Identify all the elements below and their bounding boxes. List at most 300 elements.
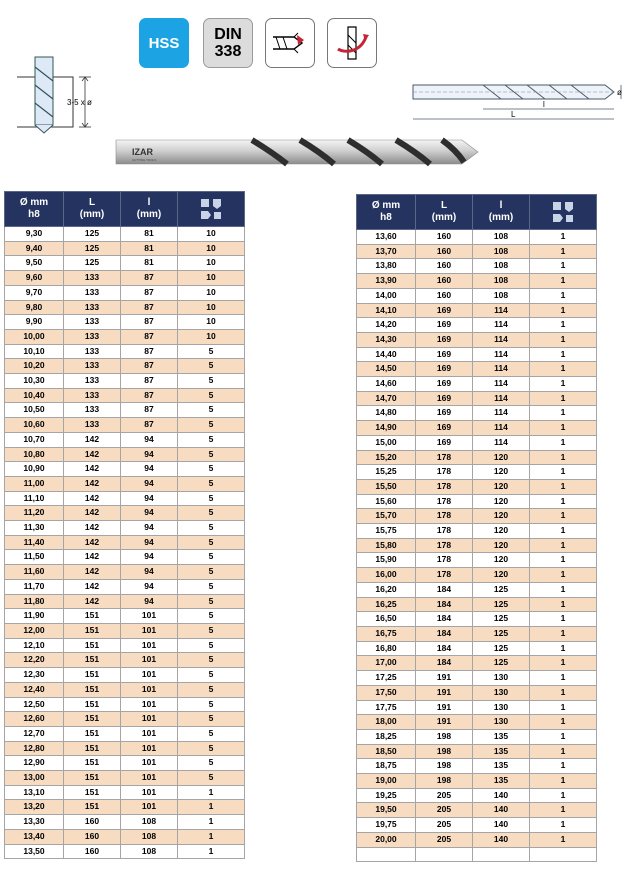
cell-total-length: 191	[416, 715, 473, 730]
cell-diameter: 14,80	[357, 406, 416, 421]
cell-flute-length: 108	[121, 815, 178, 830]
cell-pack-quantity: 1	[530, 538, 597, 553]
cell-pack-quantity: 1	[530, 715, 597, 730]
cell-pack-quantity: 5	[178, 462, 245, 477]
size-table-left	[4, 191, 245, 859]
cell-total-length: 142	[64, 550, 121, 565]
table-row	[357, 230, 597, 245]
cell-pack-quantity: 1	[178, 785, 245, 800]
table-row	[357, 435, 597, 450]
cell-total-length: 178	[416, 524, 473, 539]
cell-total-length: 160	[64, 815, 121, 830]
table-row	[5, 256, 245, 271]
cell-diameter: 18,00	[357, 715, 416, 730]
table-row	[357, 641, 597, 656]
cell-total-length	[416, 847, 473, 862]
table-row	[357, 803, 597, 818]
cell-total-length: 133	[64, 344, 121, 359]
cell-pack-quantity: 1	[178, 844, 245, 859]
cell-diameter: 12,90	[5, 756, 64, 771]
cell-diameter: 11,20	[5, 506, 64, 521]
cell-diameter: 15,25	[357, 465, 416, 480]
table-row	[5, 800, 245, 815]
cell-diameter: 12,40	[5, 682, 64, 697]
cell-pack-quantity: 1	[530, 303, 597, 318]
cell-flute-length: 108	[473, 230, 530, 245]
cell-flute-length: 94	[121, 521, 178, 536]
cell-diameter: 13,30	[5, 815, 64, 830]
table-row	[5, 712, 245, 727]
cell-total-length: 205	[416, 788, 473, 803]
table-row	[5, 227, 245, 242]
cell-total-length: 160	[64, 844, 121, 859]
table-row	[5, 756, 245, 771]
cell-pack-quantity: 1	[530, 274, 597, 289]
cell-flute-length: 94	[121, 491, 178, 506]
cell-total-length: 133	[64, 329, 121, 344]
cell-flute-length: 108	[473, 244, 530, 259]
table-row	[357, 597, 597, 612]
cell-flute-length: 114	[473, 332, 530, 347]
cell-flute-length: 101	[121, 741, 178, 756]
cell-flute-length: 135	[473, 744, 530, 759]
cell-flute-length: 101	[121, 682, 178, 697]
cell-total-length: 178	[416, 450, 473, 465]
cell-pack-quantity: 5	[178, 491, 245, 506]
table-row	[5, 285, 245, 300]
cell-flute-length: 114	[473, 406, 530, 421]
table-row	[357, 450, 597, 465]
cell-pack-quantity: 1	[530, 818, 597, 833]
table-row	[5, 374, 245, 389]
cell-diameter: 16,25	[357, 597, 416, 612]
cell-diameter: 16,20	[357, 582, 416, 597]
cell-flute-length: 125	[473, 582, 530, 597]
cell-diameter: 12,00	[5, 623, 64, 638]
table-row	[5, 300, 245, 315]
cell-flute-length: 120	[473, 479, 530, 494]
cell-total-length: 178	[416, 538, 473, 553]
cell-pack-quantity: 5	[178, 668, 245, 683]
cell-flute-length: 108	[473, 259, 530, 274]
table-row	[5, 506, 245, 521]
cell-diameter: 10,40	[5, 388, 64, 403]
table-row	[357, 332, 597, 347]
cell-flute-length: 125	[473, 641, 530, 656]
table-row	[357, 715, 597, 730]
cell-total-length: 151	[64, 668, 121, 683]
cell-pack-quantity: 1	[530, 479, 597, 494]
cell-diameter: 12,80	[5, 741, 64, 756]
header-total-length-line1: L	[440, 200, 448, 211]
cell-pack-quantity: 1	[530, 671, 597, 686]
header-total-length-line1: L	[88, 197, 96, 208]
cell-total-length: 142	[64, 521, 121, 536]
table-row	[357, 465, 597, 480]
cell-total-length: 142	[64, 506, 121, 521]
cell-diameter: 19,50	[357, 803, 416, 818]
table-row	[357, 729, 597, 744]
depth-label: 3-5 x ø	[67, 98, 92, 107]
table-row	[5, 403, 245, 418]
cell-pack-quantity: 5	[178, 344, 245, 359]
cell-pack-quantity: 1	[178, 815, 245, 830]
cell-pack-quantity: 5	[178, 535, 245, 550]
table-row	[5, 418, 245, 433]
cell-flute-length: 108	[473, 274, 530, 289]
cell-flute-length: 114	[473, 303, 530, 318]
cell-pack-quantity: 5	[178, 565, 245, 580]
hss-badge: HSS	[139, 18, 189, 68]
cell-pack-quantity: 10	[178, 271, 245, 286]
table-row	[357, 244, 597, 259]
cell-pack-quantity: 5	[178, 653, 245, 668]
cell-flute-length: 108	[121, 844, 178, 859]
table-row	[357, 568, 597, 583]
cell-flute-length: 130	[473, 685, 530, 700]
table-row	[357, 524, 597, 539]
cell-flute-length: 87	[121, 374, 178, 389]
din-label: DIN	[214, 26, 242, 43]
cell-flute-length: 81	[121, 227, 178, 242]
cell-diameter: 12,60	[5, 712, 64, 727]
cell-flute-length: 114	[473, 347, 530, 362]
cell-total-length: 184	[416, 582, 473, 597]
cell-pack-quantity: 1	[530, 568, 597, 583]
cell-total-length: 133	[64, 285, 121, 300]
cell-flute-length: 94	[121, 432, 178, 447]
cell-pack-quantity: 1	[530, 347, 597, 362]
cell-flute-length: 101	[121, 697, 178, 712]
cell-diameter: 12,70	[5, 726, 64, 741]
cell-total-length: 198	[416, 774, 473, 789]
cell-total-length: 133	[64, 271, 121, 286]
cell-diameter: 19,00	[357, 774, 416, 789]
table-row	[357, 685, 597, 700]
cell-pack-quantity: 5	[178, 638, 245, 653]
cell-flute-length: 140	[473, 788, 530, 803]
cell-diameter: 16,80	[357, 641, 416, 656]
cell-diameter: 10,80	[5, 447, 64, 462]
table-row	[5, 315, 245, 330]
diameter-label: ø	[617, 88, 622, 97]
cell-diameter: 11,80	[5, 594, 64, 609]
cell-pack-quantity: 5	[178, 579, 245, 594]
cell-flute-length: 114	[473, 377, 530, 392]
cell-flute-length: 101	[121, 800, 178, 815]
cell-diameter: 9,30	[5, 227, 64, 242]
table-row	[5, 550, 245, 565]
table-row	[357, 494, 597, 509]
table-row	[357, 832, 597, 847]
cell-flute-length: 101	[121, 771, 178, 786]
cell-flute-length: 87	[121, 359, 178, 374]
cell-pack-quantity: 10	[178, 285, 245, 300]
header-total-length	[64, 192, 121, 227]
cell-pack-quantity: 5	[178, 697, 245, 712]
cell-total-length: 142	[64, 491, 121, 506]
cell-pack-quantity: 1	[530, 641, 597, 656]
cell-pack-quantity: 1	[178, 829, 245, 844]
table-row	[5, 638, 245, 653]
cell-flute-length: 108	[121, 829, 178, 844]
cell-diameter: 15,60	[357, 494, 416, 509]
din-338-badge	[203, 18, 253, 68]
cell-pack-quantity: 1	[530, 230, 597, 245]
table-row	[357, 582, 597, 597]
brand-label: IZAR	[132, 147, 153, 157]
table-row	[5, 609, 245, 624]
cell-pack-quantity: 10	[178, 300, 245, 315]
cell-total-length: 125	[64, 227, 121, 242]
table-row	[5, 623, 245, 638]
cell-total-length: 151	[64, 756, 121, 771]
cell-flute-length: 120	[473, 494, 530, 509]
cell-total-length: 184	[416, 656, 473, 671]
cell-total-length: 205	[416, 832, 473, 847]
table-row	[5, 344, 245, 359]
header-flute-length	[473, 195, 530, 230]
table-row	[357, 509, 597, 524]
cell-total-length: 125	[64, 241, 121, 256]
table-row	[5, 521, 245, 536]
cell-flute-length: 101	[121, 653, 178, 668]
cell-total-length: 160	[416, 259, 473, 274]
header-flute-length-line1: l	[147, 197, 151, 208]
cell-flute-length: 81	[121, 241, 178, 256]
cell-pack-quantity: 5	[178, 594, 245, 609]
cell-diameter: 12,30	[5, 668, 64, 683]
table-row	[5, 491, 245, 506]
cell-diameter: 18,25	[357, 729, 416, 744]
cell-diameter: 15,75	[357, 524, 416, 539]
cell-total-length: 133	[64, 359, 121, 374]
table-row	[5, 653, 245, 668]
drill-depth-diagram	[15, 55, 115, 140]
cell-pack-quantity: 10	[178, 329, 245, 344]
cell-total-length: 142	[64, 594, 121, 609]
cell-pack-quantity: 1	[530, 524, 597, 539]
cell-total-length: 151	[64, 741, 121, 756]
cell-flute-length: 94	[121, 579, 178, 594]
cell-flute-length: 114	[473, 391, 530, 406]
cell-diameter: 15,20	[357, 450, 416, 465]
table-row	[5, 329, 245, 344]
table-row	[357, 391, 597, 406]
cell-pack-quantity: 1	[530, 700, 597, 715]
table-row	[357, 847, 597, 862]
cell-diameter: 13,90	[357, 274, 416, 289]
header-total-length-line2: (mm)	[79, 209, 105, 220]
cell-diameter: 17,50	[357, 685, 416, 700]
cell-diameter: 18,75	[357, 759, 416, 774]
table-row	[5, 815, 245, 830]
cell-diameter: 10,50	[5, 403, 64, 418]
cell-total-length: 133	[64, 388, 121, 403]
cell-pack-quantity: 5	[178, 550, 245, 565]
size-table-right	[356, 194, 597, 862]
cell-diameter: 11,00	[5, 476, 64, 491]
table-row	[5, 476, 245, 491]
table-row	[357, 406, 597, 421]
table-row	[5, 359, 245, 374]
cell-pack-quantity: 1	[530, 318, 597, 333]
cell-total-length: 198	[416, 759, 473, 774]
cell-total-length: 169	[416, 406, 473, 421]
cell-pack-quantity: 5	[178, 476, 245, 491]
cell-flute-length: 87	[121, 403, 178, 418]
cell-diameter: 11,60	[5, 565, 64, 580]
table-row	[5, 697, 245, 712]
cell-total-length: 169	[416, 435, 473, 450]
cell-pack-quantity: 5	[178, 771, 245, 786]
cell-total-length: 151	[64, 638, 121, 653]
cell-pack-quantity: 1	[530, 391, 597, 406]
total-length-label: L	[511, 110, 516, 119]
cell-diameter: 14,40	[357, 347, 416, 362]
cell-total-length: 160	[416, 288, 473, 303]
table-row	[357, 362, 597, 377]
cell-diameter: 9,90	[5, 315, 64, 330]
cell-pack-quantity: 1	[530, 832, 597, 847]
cell-flute-length	[473, 847, 530, 862]
cell-flute-length: 87	[121, 388, 178, 403]
table-row	[5, 271, 245, 286]
cell-pack-quantity: 1	[530, 788, 597, 803]
table-row	[5, 726, 245, 741]
drill-bit-photo	[112, 132, 484, 177]
cell-flute-length: 120	[473, 465, 530, 480]
cell-total-length: 178	[416, 509, 473, 524]
cell-diameter: 13,20	[5, 800, 64, 815]
cell-flute-length: 140	[473, 832, 530, 847]
cell-pack-quantity: 1	[530, 362, 597, 377]
cell-diameter: 10,90	[5, 462, 64, 477]
cell-total-length: 184	[416, 597, 473, 612]
table-row	[357, 818, 597, 833]
cell-pack-quantity: 1	[530, 465, 597, 480]
cell-total-length: 133	[64, 418, 121, 433]
cell-diameter: 19,75	[357, 818, 416, 833]
cell-flute-length: 108	[473, 288, 530, 303]
cell-total-length: 178	[416, 494, 473, 509]
cell-total-length: 169	[416, 421, 473, 436]
cell-pack-quantity: 1	[530, 803, 597, 818]
drill-point-angle-icon	[265, 18, 315, 68]
table-row	[5, 594, 245, 609]
cell-diameter: 18,50	[357, 744, 416, 759]
cell-total-length: 184	[416, 626, 473, 641]
package-quantity-icon	[550, 199, 576, 225]
cell-pack-quantity: 5	[178, 388, 245, 403]
cell-diameter: 10,70	[5, 432, 64, 447]
header-total-length	[416, 195, 473, 230]
cell-total-length: 160	[416, 244, 473, 259]
table-row	[357, 671, 597, 686]
cell-flute-length: 87	[121, 271, 178, 286]
cell-pack-quantity: 1	[530, 626, 597, 641]
right-hand-spiral-icon	[327, 18, 377, 68]
cell-total-length: 151	[64, 712, 121, 727]
cell-diameter: 9,60	[5, 271, 64, 286]
cell-pack-quantity: 1	[530, 744, 597, 759]
cell-pack-quantity: 5	[178, 403, 245, 418]
cell-diameter: 9,80	[5, 300, 64, 315]
cell-total-length: 151	[64, 697, 121, 712]
table-row	[357, 538, 597, 553]
cell-diameter: 15,00	[357, 435, 416, 450]
cell-diameter: 13,50	[5, 844, 64, 859]
cell-pack-quantity: 5	[178, 432, 245, 447]
cell-diameter: 13,00	[5, 771, 64, 786]
cell-total-length: 178	[416, 465, 473, 480]
cell-flute-length: 87	[121, 329, 178, 344]
cell-diameter: 10,00	[5, 329, 64, 344]
table-row	[5, 565, 245, 580]
cell-flute-length: 101	[121, 609, 178, 624]
cell-diameter: 12,20	[5, 653, 64, 668]
cell-pack-quantity: 5	[178, 741, 245, 756]
table-row	[357, 303, 597, 318]
cell-pack-quantity: 1	[530, 332, 597, 347]
table-row	[357, 626, 597, 641]
cell-total-length: 198	[416, 729, 473, 744]
cell-pack-quantity: 5	[178, 374, 245, 389]
table-row	[5, 741, 245, 756]
cell-flute-length: 114	[473, 318, 530, 333]
header-total-length-line2: (mm)	[431, 212, 457, 223]
table-row	[5, 535, 245, 550]
cell-diameter: 16,50	[357, 612, 416, 627]
cell-diameter: 10,60	[5, 418, 64, 433]
cell-total-length: 169	[416, 391, 473, 406]
table-row	[357, 744, 597, 759]
table-row	[357, 318, 597, 333]
cell-diameter: 14,20	[357, 318, 416, 333]
cell-flute-length: 94	[121, 506, 178, 521]
cell-pack-quantity: 1	[530, 288, 597, 303]
cell-diameter: 14,50	[357, 362, 416, 377]
cell-flute-length: 120	[473, 509, 530, 524]
cell-total-length: 151	[64, 653, 121, 668]
header-diameter-line1: Ø mm	[19, 197, 49, 208]
cell-pack-quantity: 1	[530, 553, 597, 568]
table-row	[5, 668, 245, 683]
cell-diameter: 15,90	[357, 553, 416, 568]
cell-diameter: 14,60	[357, 377, 416, 392]
cell-total-length: 142	[64, 432, 121, 447]
cell-total-length: 178	[416, 553, 473, 568]
table-row	[5, 432, 245, 447]
cell-diameter: 13,60	[357, 230, 416, 245]
cell-pack-quantity: 5	[178, 756, 245, 771]
cell-pack-quantity: 1	[530, 685, 597, 700]
cell-flute-length: 101	[121, 785, 178, 800]
cell-pack-quantity: 1	[530, 406, 597, 421]
table-row	[357, 259, 597, 274]
cell-flute-length: 101	[121, 623, 178, 638]
cell-pack-quantity: 1	[178, 800, 245, 815]
table-row	[5, 241, 245, 256]
cell-diameter: 16,00	[357, 568, 416, 583]
table-row	[357, 774, 597, 789]
cell-flute-length: 87	[121, 300, 178, 315]
header-flute-length	[121, 192, 178, 227]
cell-diameter: 12,10	[5, 638, 64, 653]
cell-flute-length: 114	[473, 435, 530, 450]
header-flute-length-line2: (mm)	[136, 209, 162, 220]
table-row	[357, 377, 597, 392]
